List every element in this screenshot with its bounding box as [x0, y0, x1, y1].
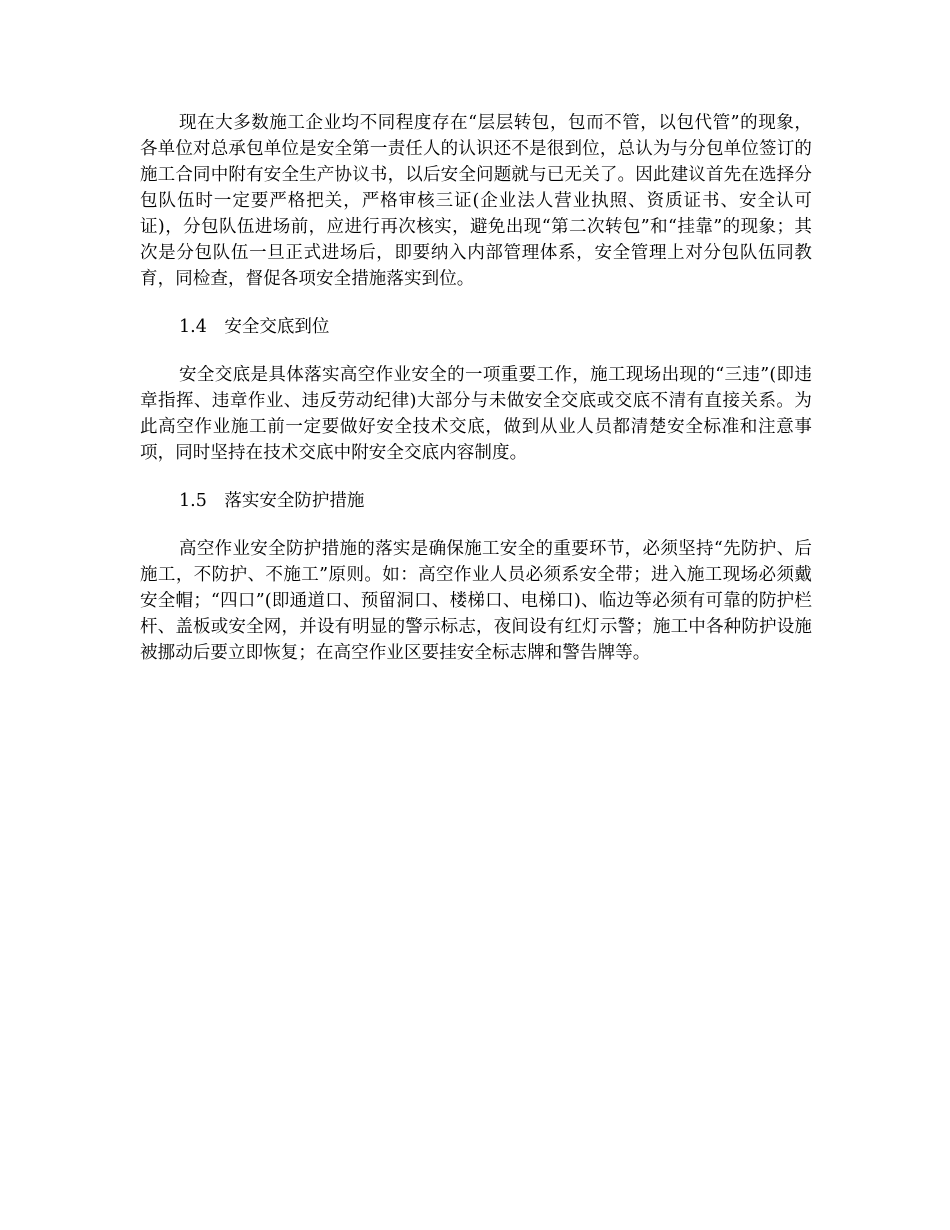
spacer — [140, 466, 812, 488]
spacer — [140, 292, 812, 314]
paragraph-protection-measures: 高空作业安全防护措施的落实是确保施工安全的重要环节，必须坚持“先防护、后施工，不防护、不施工”原则。如：高空作业人员必须系安全带；进入施工现场必须戴安全帽；“四口”(即通道口、预留洞口、楼梯口、电梯口)、临边等必须有可靠的防护栏杆、盖板或安全网，并设有明显的警示标志，夜间设有红灯示警；施工中各种防护设施被挪动后要立即恢复；在高空作业区要挂安全标志牌和警告牌等。 — [140, 539, 812, 663]
document-body — [140, 110, 812, 666]
spacer — [140, 340, 812, 362]
spacer — [140, 514, 812, 536]
section-heading-1-4: 1.4 安全交底到位 — [179, 317, 330, 337]
section-heading-1-5: 1.5 落实安全防护措施 — [179, 491, 365, 511]
paragraph-subcontract-management: 现在大多数施工企业均不同程度存在“层层转包，包而不管，以包代管”的现象，各单位对总承包单位是安全第一责任人的认识还不是很到位，总认为与分包单位签订的施工合同中附有安全生产协议书，以后安全问题就与已无关了。因此建议首先在选择分包队伍时一定要严格把关，严格审核三证(企业法人营业执照、资质证书、安全认可证)，分包队伍进场前，应进行再次核实，避免出现“第二次转包”和“挂靠”的现象；其次是分包队伍一旦正式进场后，即要纳入内部管理体系，安全管理上对分包队伍同教育，同检查，督促各项安全措施落实到位。 — [140, 113, 812, 289]
paragraph-safety-briefing: 安全交底是具体落实高空作业安全的一项重要工作，施工现场出现的“三违”(即违章指挥、违章作业、违反劳动纪律)大部分与未做安全交底或交底不清有直接关系。为此高空作业施工前一定要做好安全技术交底，做到从业人员都清楚安全标准和注意事项，同时坚持在技术交底中附安全交底内容制度。 — [140, 365, 812, 463]
